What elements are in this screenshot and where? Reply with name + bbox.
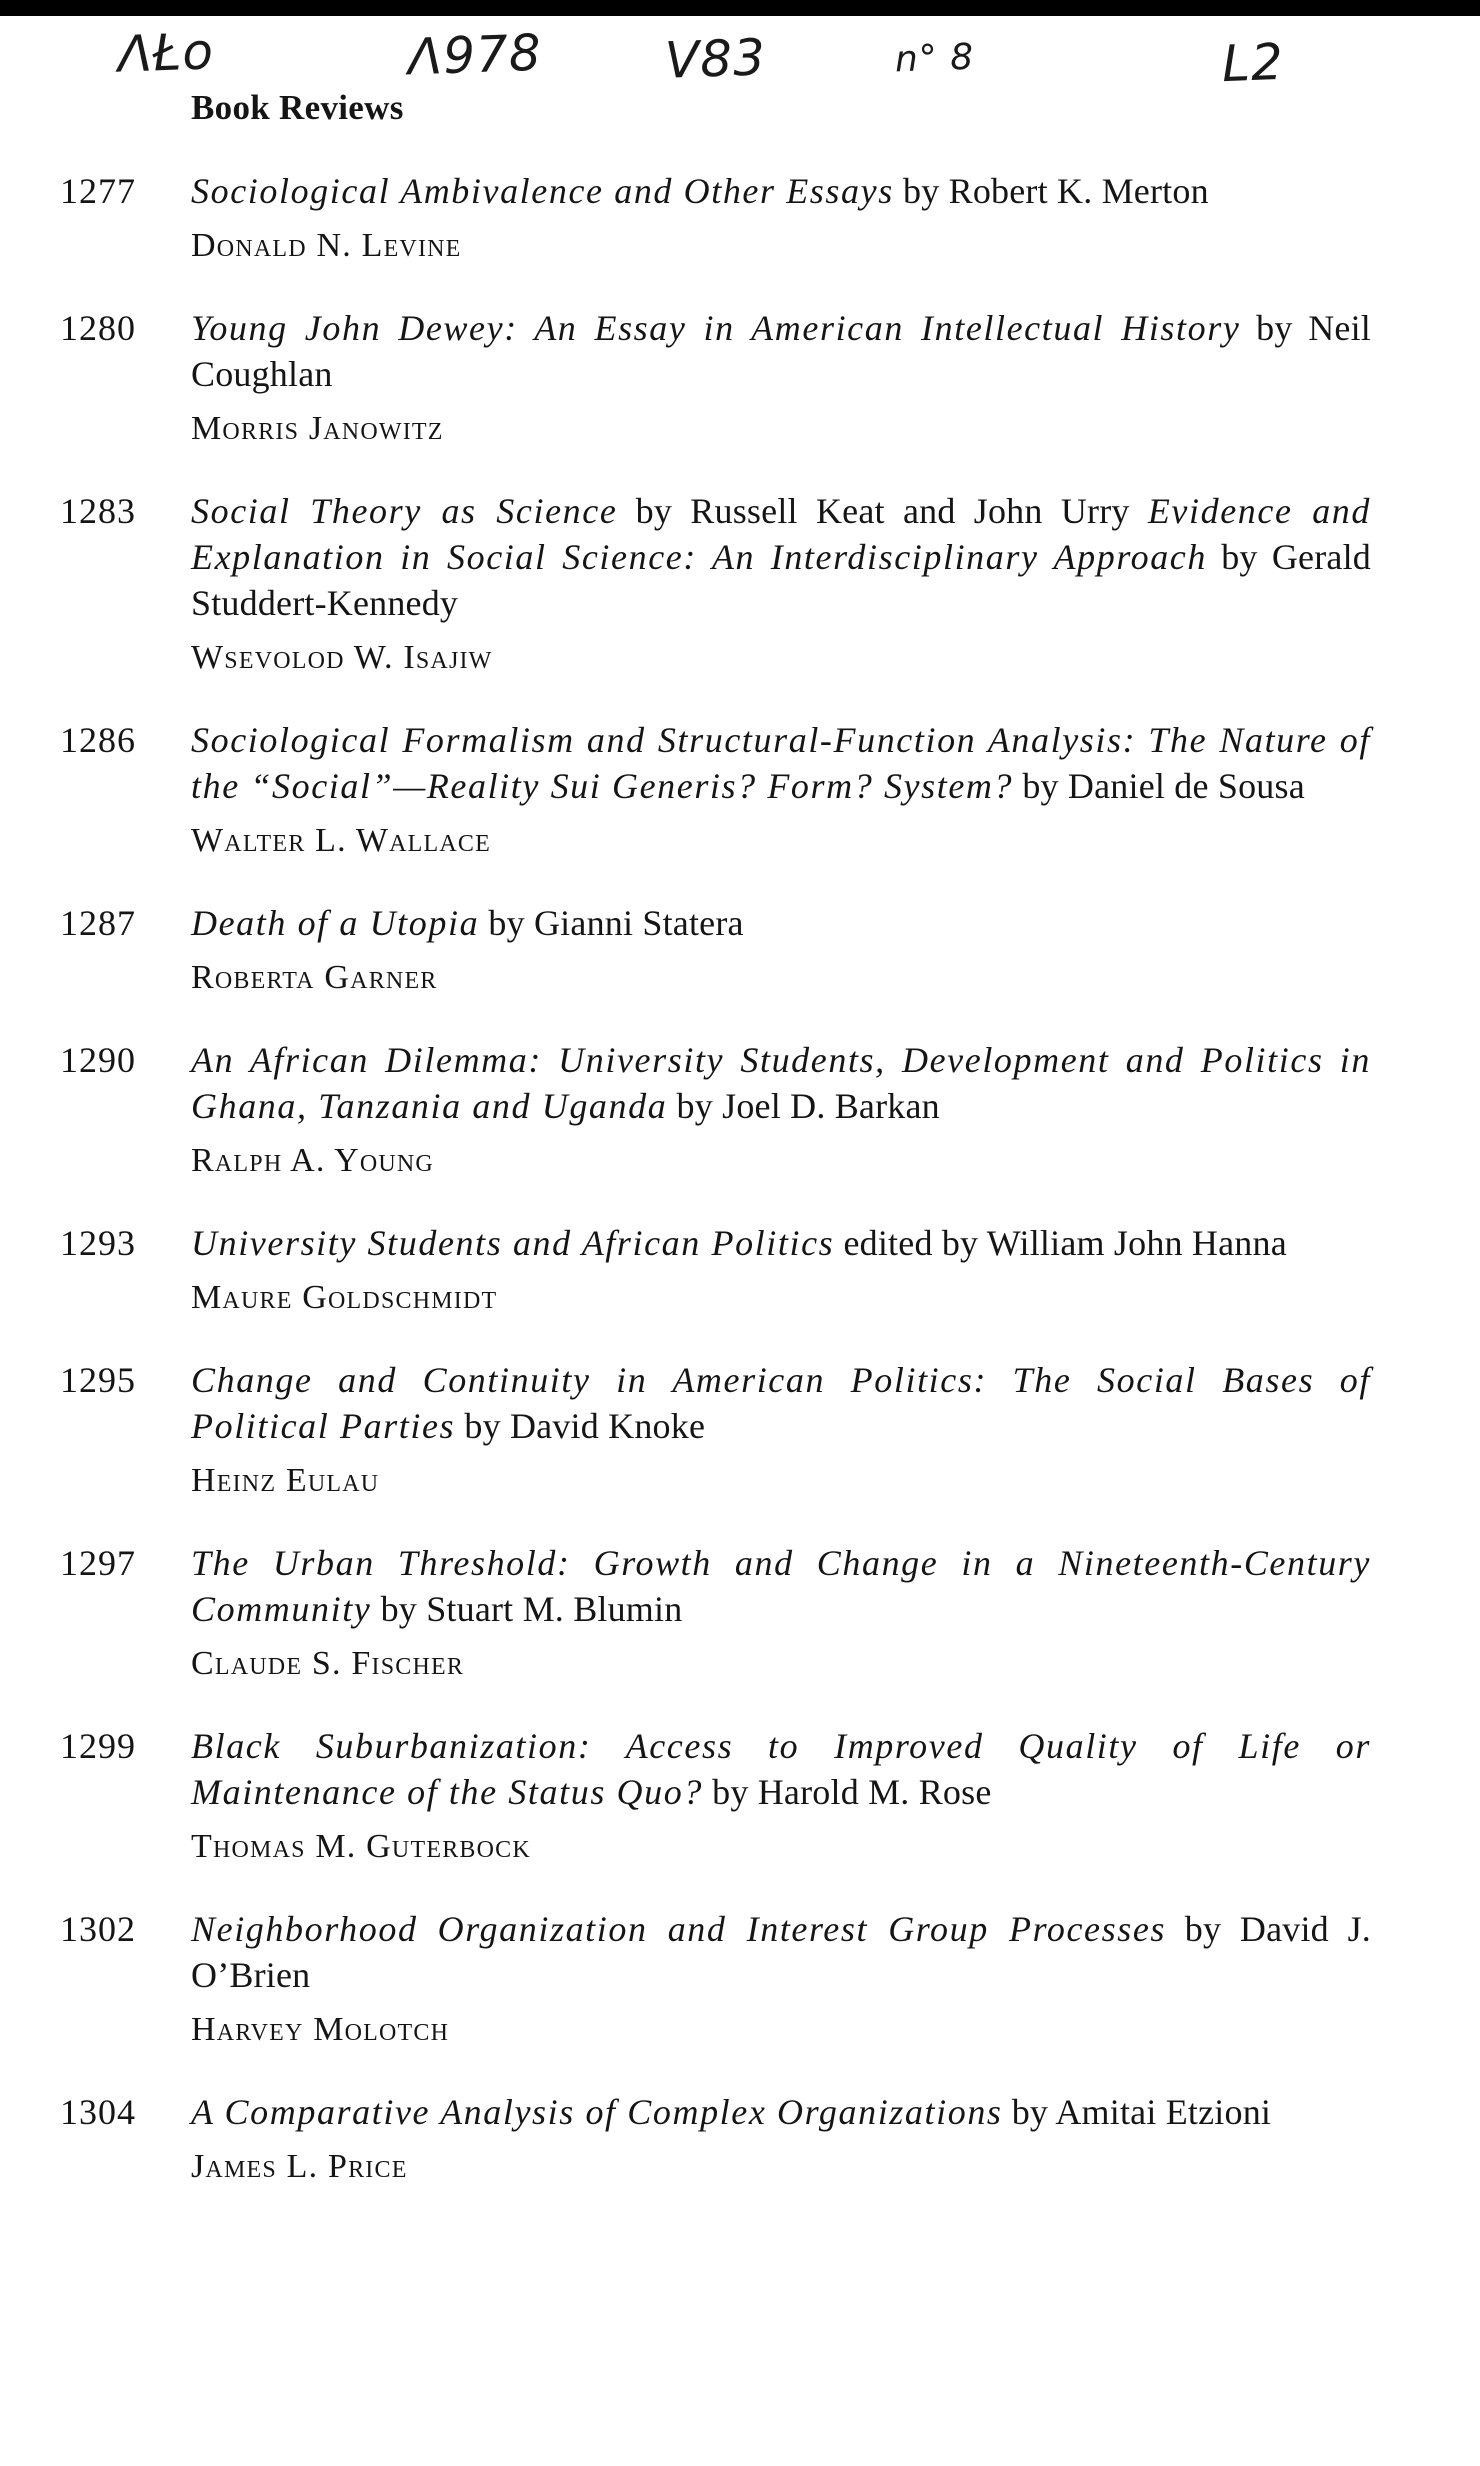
page-number: 1290	[60, 1040, 136, 1080]
handwritten-note: Ʌ978	[407, 23, 543, 87]
reviewer-name: Maure Goldschmidt	[191, 1279, 498, 1316]
page-number: 1280	[60, 308, 136, 348]
book-author: by Neil Coughlan	[191, 308, 1371, 394]
book-citation	[191, 488, 1371, 626]
page-number: 1277	[60, 171, 136, 211]
book-title: An African Dilemma: University Students, Development and Politics in Ghana, Tanzania and Uganda	[191, 1040, 1371, 1126]
reviewer-name: Morris Janowitz	[191, 410, 444, 447]
entry-body	[191, 488, 1371, 680]
book-citation	[191, 900, 1371, 946]
review-entry	[60, 488, 1380, 680]
book-title: Sociological Ambivalence and Other Essays	[191, 171, 894, 211]
reviewer-name: Wsevolod W. Isajiw	[191, 639, 493, 676]
reviewer-name: Claude S. Fischer	[191, 1645, 465, 1682]
review-list	[60, 168, 1380, 2226]
book-citation	[191, 2089, 1371, 2135]
book-citation	[191, 1220, 1371, 1266]
entry-body	[191, 1220, 1371, 1320]
book-title: Evidence and Explanation in Social Science: An Interdisciplinary Approach	[191, 491, 1371, 577]
book-citation	[191, 1723, 1371, 1815]
entry-body	[191, 717, 1371, 863]
review-entry	[60, 1723, 1380, 1869]
entry-body	[191, 1037, 1371, 1183]
review-entry	[60, 305, 1380, 451]
book-author: by Russell Keat and John Urry	[617, 491, 1148, 531]
entry-body	[191, 900, 1371, 1000]
page-number: 1302	[60, 1909, 136, 1949]
book-title: A Comparative Analysis of Complex Organizations	[191, 2092, 1003, 2132]
reviewer-name: Donald N. Levine	[191, 227, 462, 264]
page-number: 1304	[60, 2092, 136, 2132]
page-number: 1295	[60, 1360, 136, 1400]
page-number: 1299	[60, 1726, 136, 1766]
book-title: Death of a Utopia	[191, 903, 480, 943]
review-entry	[60, 1357, 1380, 1503]
review-entry	[60, 900, 1380, 1000]
book-citation	[191, 1037, 1371, 1129]
book-citation	[191, 1357, 1371, 1449]
book-citation	[191, 717, 1371, 809]
page-number: 1297	[60, 1543, 136, 1583]
book-citation	[191, 305, 1371, 397]
book-title: Social Theory as Science	[191, 491, 618, 531]
reviewer-name: Walter L. Wallace	[191, 822, 492, 859]
review-entry	[60, 1906, 1380, 2052]
review-entry	[60, 168, 1380, 268]
book-author: by Stuart M. Blumin	[371, 1589, 683, 1629]
page-number: 1283	[60, 491, 136, 531]
review-entry	[60, 2089, 1380, 2189]
reviewer-name: Harvey Molotch	[191, 2011, 450, 2048]
book-citation	[191, 1906, 1371, 1998]
handwritten-note: n° 8	[894, 36, 975, 81]
handwritten-note: L2	[1221, 32, 1285, 94]
book-title: Change and Continuity in American Politics: The Social Bases of Political Parties	[191, 1360, 1371, 1446]
book-author: by Daniel de Sousa	[1013, 766, 1305, 806]
book-title: Black Suburbanization: Access to Improved Quality of Life or Maintenance of the Status Quo?	[191, 1726, 1371, 1812]
book-title: Young John Dewey: An Essay in American Intellectual History	[191, 308, 1241, 348]
reviewer-name: Roberta Garner	[191, 959, 438, 996]
book-author: by Joel D. Barkan	[667, 1086, 940, 1126]
book-title: University Students and African Politics	[191, 1223, 835, 1263]
book-title: Sociological Formalism and Structural-Function Analysis: The Nature of the “Social”—Reality Sui Generis? Form? System?	[191, 720, 1371, 806]
page-number: 1293	[60, 1223, 136, 1263]
book-citation	[191, 168, 1371, 214]
book-author: by Harold M. Rose	[702, 1772, 992, 1812]
entry-body	[191, 168, 1371, 268]
page-number: 1287	[60, 903, 136, 943]
handwritten-note: ΛŁо	[117, 22, 215, 84]
reviewer-name: Ralph A. Young	[191, 1142, 434, 1179]
page-number: 1286	[60, 720, 136, 760]
entry-body	[191, 1723, 1371, 1869]
review-entry	[60, 1220, 1380, 1320]
review-entry	[60, 1037, 1380, 1183]
book-author: edited by William John Hanna	[834, 1223, 1287, 1263]
reviewer-name: James L. Price	[191, 2148, 408, 2185]
review-entry	[60, 1540, 1380, 1686]
book-author: by Gerald Studdert-Kennedy	[191, 537, 1371, 623]
book-author: by David J. O’Brien	[191, 1909, 1372, 1995]
book-author: by Amitai Etzioni	[1002, 2092, 1272, 2132]
entry-body	[191, 1540, 1371, 1686]
book-author: by Robert K. Merton	[893, 171, 1209, 211]
book-author: by Gianni Statera	[479, 903, 744, 943]
entry-body	[191, 2089, 1371, 2189]
section-heading: Book Reviews	[191, 88, 404, 127]
entry-body	[191, 305, 1371, 451]
entry-body	[191, 1357, 1371, 1503]
entry-body	[191, 1906, 1371, 2052]
book-title: Neighborhood Organization and Interest Group Processes	[191, 1909, 1167, 1949]
review-entry	[60, 717, 1380, 863]
handwritten-note: V83	[664, 28, 767, 90]
book-author: by David Knoke	[455, 1406, 706, 1446]
reviewer-name: Thomas M. Guterbock	[191, 1828, 531, 1865]
reviewer-name: Heinz Eulau	[191, 1462, 380, 1499]
book-citation	[191, 1540, 1371, 1632]
scan-top-edge	[0, 0, 1480, 16]
book-title: The Urban Threshold: Growth and Change in a Nineteenth-Century Community	[191, 1543, 1371, 1629]
